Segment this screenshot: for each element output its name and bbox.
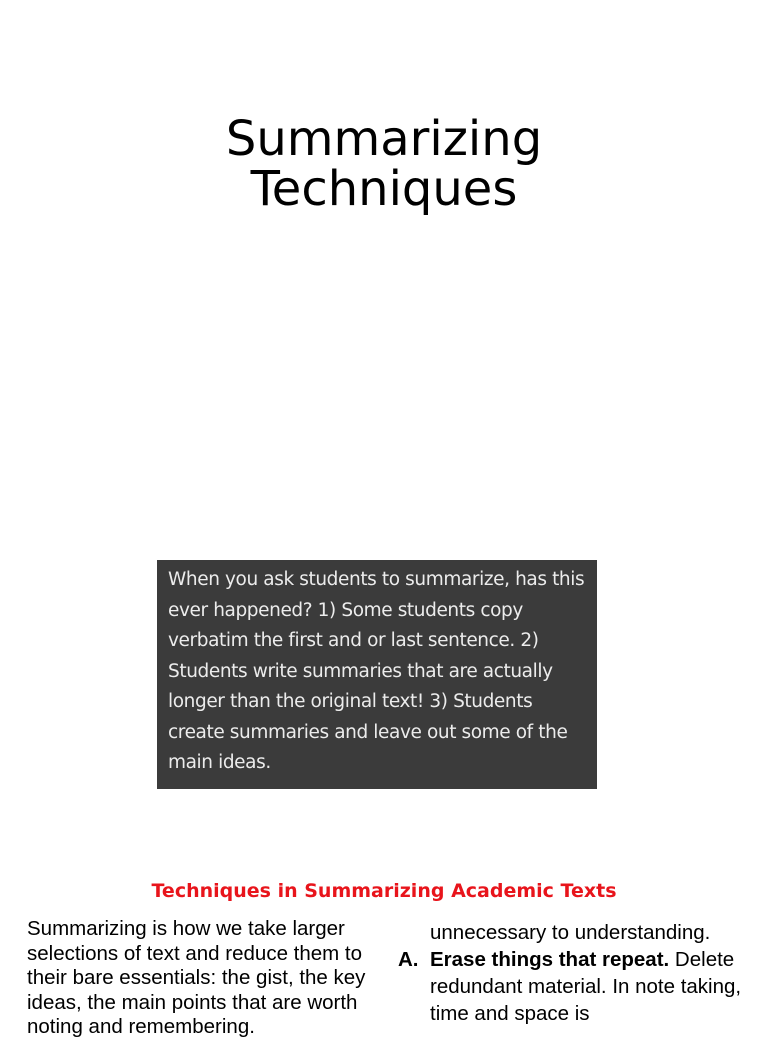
page-title	[0, 111, 768, 217]
callout-box	[157, 560, 597, 789]
right-column	[398, 919, 748, 1027]
title-line-2: Techniques	[250, 161, 518, 217]
right-column-continuation: unnecessary to understanding.	[430, 921, 711, 944]
list-item-a-lead: Erase things that repeat.	[430, 948, 670, 971]
section-heading: Techniques in Summarizing Academic Texts	[151, 880, 617, 902]
left-column-paragraph: Summarizing is how we take larger selections of text and reduce them to their bare essentials: the gist, the key ideas, the main points that are worth noting and remembering.	[27, 917, 366, 1038]
title-line-1: Summarizing	[225, 111, 543, 167]
list-item-a-text: Delete redundant material. In note taking, time and space is	[430, 948, 742, 1025]
list-item-a	[398, 946, 748, 1027]
callout-text: When you ask students to summarize, has this ever happened? 1) Some students copy verbatim the first and or last sentence. 2) Students write summaries that are actually longer than the original text! 3) Students create summaries and leave out some of the main ideas.	[168, 569, 585, 773]
list-marker-a: A.	[398, 948, 419, 971]
